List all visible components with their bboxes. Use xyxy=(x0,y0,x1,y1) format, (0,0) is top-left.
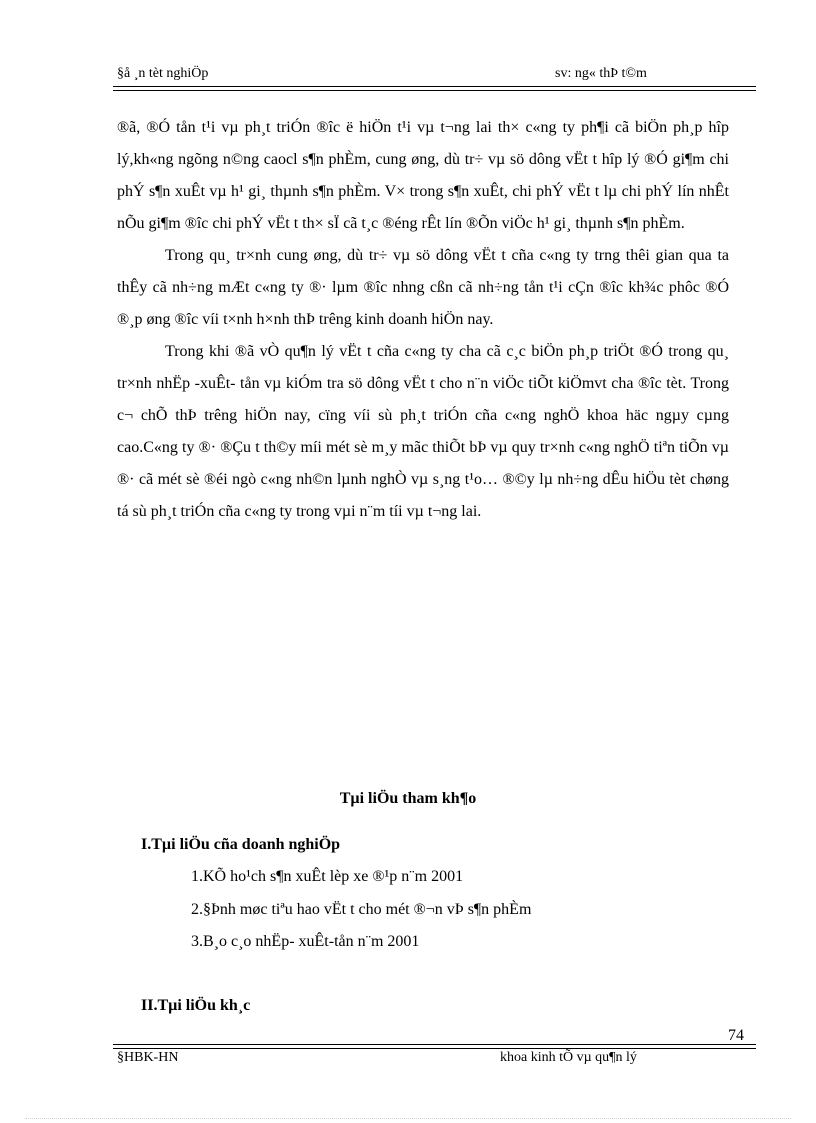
header-rule-thin xyxy=(113,90,756,91)
paragraph-2: Trong qu¸ tr×nh cung øng, dù tr÷ vµ sö dông vËt t cña c«ng ty trng thêi gian qua ta thÊy cã nh÷ng mÆt c«ng ty ®· lµm ®îc nhng cßn cã nh÷ng tån t¹i cÇn ®îc kh¾c phôc ®Ó ®¸p øng ®îc víi t×nh h×nh thÞ trêng kinh doanh hiÖn nay. xyxy=(117,247,729,328)
references-section-2-title: II.Tµi liÖu kh¸c xyxy=(141,997,251,1014)
page-bottom-dotted-line xyxy=(25,1118,791,1119)
body-text xyxy=(117,112,729,528)
header-right-text: sv: ng« thÞ t©m xyxy=(555,66,647,81)
footer-rule-thick xyxy=(113,1044,756,1045)
references-title: Tµi liÖu tham kh¶o xyxy=(339,790,477,807)
reference-item-1: 1.KÕ ho¹ch s¶n xuÊt lèp xe ®¹p n¨m 2001 xyxy=(191,868,464,885)
footer-rule-thin xyxy=(113,1048,756,1049)
header-rule-thick xyxy=(113,86,756,87)
footer-right-text: khoa kinh tÕ vµ qu¶n lý xyxy=(500,1050,637,1065)
footer-left-text: §HBK-HN xyxy=(117,1050,179,1065)
page-number: 74 xyxy=(728,1027,744,1044)
paragraph-3: Trong khi ®ã vÒ qu¶n lý vËt t cña c«ng ty cha cã c¸c biÖn ph¸p triÖt ®Ó trong qu¸ tr×nh nhËp -xuÊt- tån vµ kiÓm tra sö dông vËt t cho n¨n viÖc tiÕt kiÖmvt cha ®îc tèt. Trong c¬ chÕ thÞ trêng hiÖn nay, cïng víi sù ph¸t triÓn cña c«ng nghÖ khoa häc ngµy cµng cao.C«ng ty ®· ®Çu t th©y míi mét sè m¸y mãc thiÕt bÞ vµ quy tr×nh c«ng nghÖ tiªn tiÕn vµ ®· cã mét sè ®éi ngò c«ng nh©n lµnh nghÒ vµ s¸ng t¹o… ®©y lµ nh÷ng dÊu hiÖu tèt chøng tá sù ph¸t triÓn cña c«ng ty trong vµi n¨m tíi vµ t¬ng lai. xyxy=(117,343,729,520)
paragraph-1: ®ã, ®Ó tån t¹i vµ ph¸t triÓn ®îc ë hiÖn t¹i vµ t¬ng lai th× c«ng ty ph¶i cã biÖn ph¸p hîp lý,kh«ng ngõng n©ng caocl s¶n phÈm, cung øng, dù tr÷ vµ sö dông vËt t hîp lý ®Ó gi¶m chi phÝ s¶n xuÊt vµ h¹ gi¸ thµnh s¶n phÈm. V× trong s¶n xuÊt, chi phÝ vËt t lµ chi phÝ lín nhÊt nÕu gi¶m ®îc chi phÝ vËt t th× sÏ cã t¸c ®éng rÊt lín ®Õn viÖc h¹ gi¸ thµnh s¶n phÈm. xyxy=(117,119,729,232)
header-left-text: §å ¸n tèt nghiÖp xyxy=(117,66,209,81)
references-section-1-title: I.Tµi liÖu cña doanh nghiÖp xyxy=(141,836,341,853)
reference-item-3: 3.B¸o c¸o nhËp- xuÊt-tån n¨m 2001 xyxy=(191,933,420,950)
reference-item-2: 2.§Þnh møc tiªu hao vËt t cho mét ®¬n vÞ s¶n phÈm xyxy=(191,901,532,918)
